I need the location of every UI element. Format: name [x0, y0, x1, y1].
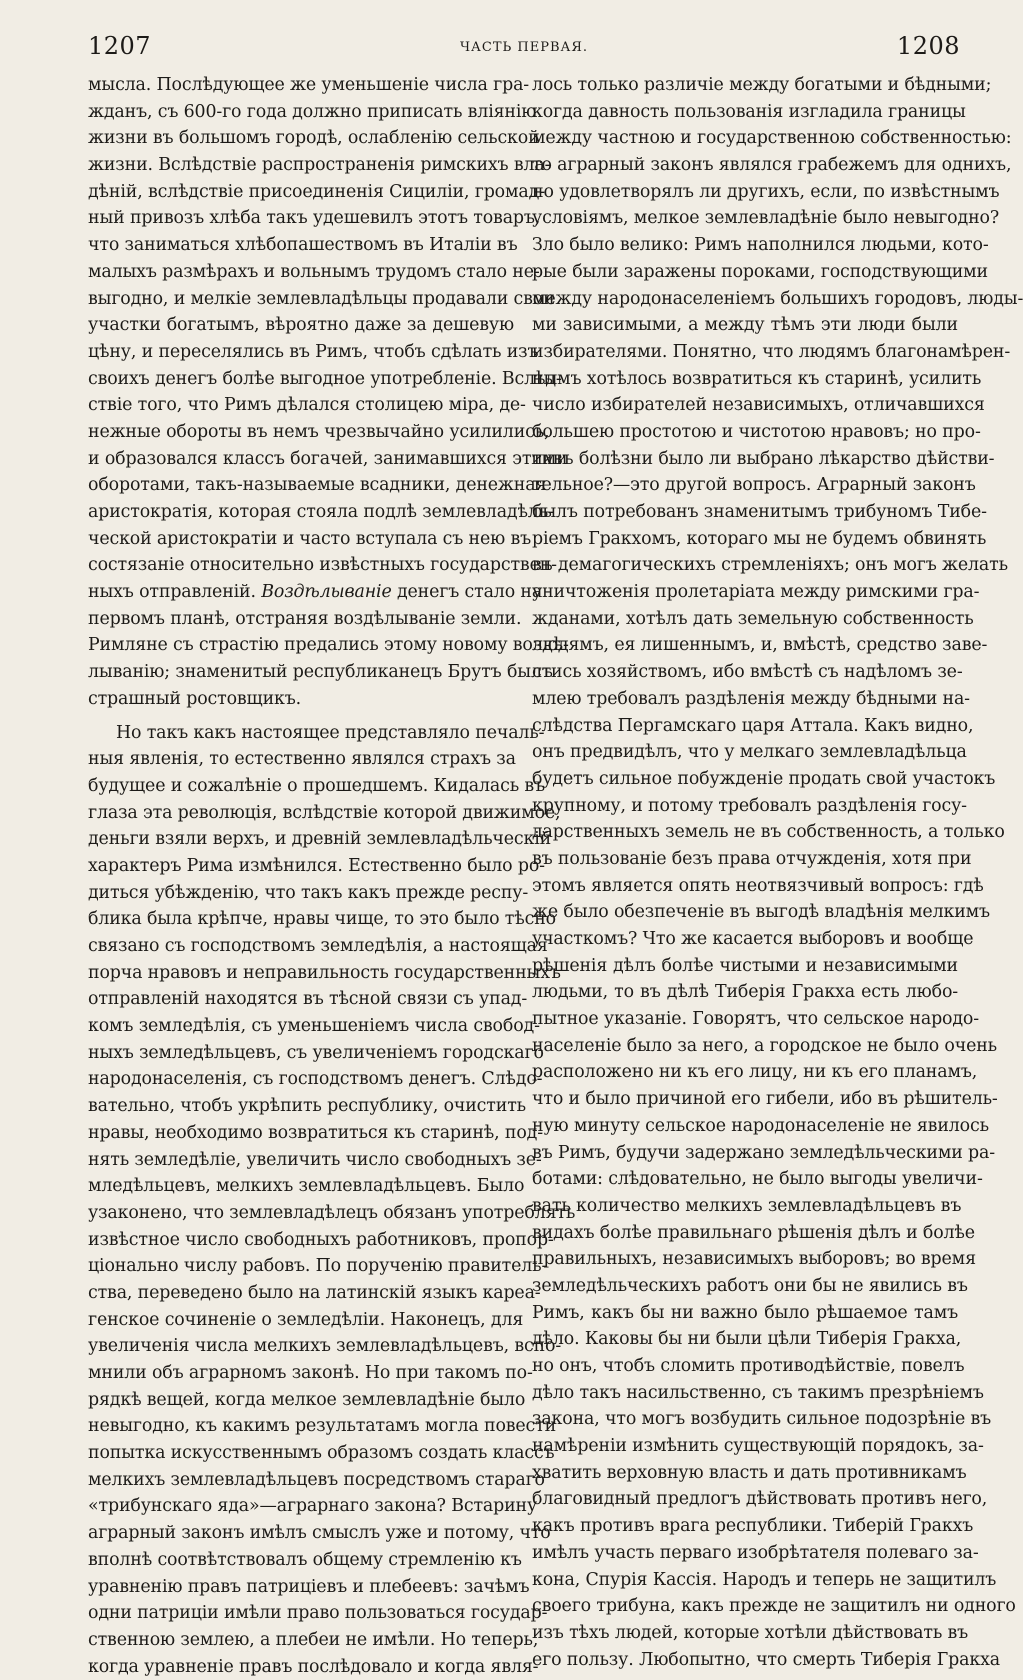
text-line: нымъ хотѣлось возвратиться къ старинѣ, усилить — [532, 368, 982, 389]
text-line: изъ тѣхъ людей, которые хотѣли дѣйствовать въ — [532, 1622, 969, 1643]
text-line: между частною и государственною собственностью: — [532, 128, 1012, 149]
text-line: нежные обороты въ немъ чрезвычайно усилились, — [88, 421, 550, 442]
text-line: участки богатымъ, вѣроятно даже за дешевую — [88, 315, 514, 336]
text-line: въ Римъ, будучи задержано земледѣльческими ра- — [532, 1142, 995, 1163]
text-line: же было обезпеченіе въ выгодѣ владѣнія мелкимъ — [532, 902, 990, 923]
running-title: ЧАСТЬ ПЕРВАЯ. — [459, 40, 588, 55]
text-line: правильныхъ, независимыхъ выборовъ; во время — [532, 1249, 976, 1270]
text-line: но удовлетворялъ ли другихъ, если, по извѣстнымъ — [532, 181, 1000, 202]
text-line: въ демагогическихъ стремленіяхъ; онъ могъ желать — [532, 555, 1008, 576]
text-line: жданъ, съ 600-го года должно приписать вліянію — [88, 101, 537, 122]
text-line: ріемъ Гракхомъ, котораго мы не будемъ обвинять — [532, 528, 987, 549]
text-line: его пользу. Любопытно, что смерть Тиберія Гракха — [532, 1649, 1000, 1670]
text-line: Но такъ какъ настоящее представляло печаль- — [116, 722, 545, 743]
text-line: слѣдства Пергамскаго царя Аттала. Какъ видно, — [532, 715, 974, 736]
text-line: уравненію правъ патриціевъ и плебеевъ: зачѣмъ — [88, 1576, 530, 1597]
text-line: дѣло такъ насильственно, съ такимъ презрѣніемъ — [532, 1382, 984, 1403]
right-column — [532, 72, 1023, 1673]
text-line: своего трибуна, какъ прежде не защитилъ ни одного — [532, 1596, 1016, 1617]
text-run: ныхъ отправленій. — [88, 582, 256, 603]
text-line: стись хозяйствомъ, ибо вмѣстѣ съ надѣломъ зе- — [532, 662, 963, 683]
text-line: млею требовалъ раздѣленія между бѣдными на- — [532, 688, 970, 709]
text-line: число избирателей независимыхъ, отличавшихся — [532, 395, 985, 416]
text-line: ботами: слѣдовательно, не было выгоды увеличи- — [532, 1169, 983, 1190]
text-line: когда уравненіе правъ послѣдовало и когда явля- — [88, 1656, 539, 1677]
text-line: но онъ, чтобъ сломить противодѣйствіе, повелъ — [532, 1356, 965, 1376]
text-line: ства, переведено было на латинскій языкъ кареа- — [88, 1282, 541, 1303]
italic-term: Воздѣлываніе — [261, 582, 392, 603]
text-line: мнили объ аграрномъ законѣ. Но при такомъ по- — [88, 1363, 533, 1383]
page-number-left: 1207 — [88, 32, 152, 60]
left-column — [88, 72, 576, 1680]
paragraph-gap — [88, 713, 514, 720]
text-line: ную минуту сельское народонаселеніе не явилось — [532, 1115, 989, 1136]
text-line: какъ противъ врага республики. Тиберій Гракхъ — [532, 1516, 974, 1537]
text-line: ми зависимыми, а между тѣмъ эти люди были — [532, 315, 958, 336]
text-line: людьми, то въ дѣлѣ Тиберія Гракха есть любо- — [532, 982, 958, 1003]
text-line: между народонаселеніемъ большихъ городовъ, люды- — [532, 288, 1023, 309]
text-line: выгодно, и мелкіе землевладѣльцы продавали свои — [88, 288, 555, 309]
text-line: Зло было велико: Римъ наполнился людьми, кото- — [532, 235, 989, 256]
text-line: жданами, хотѣлъ дать земельную собственность — [532, 608, 974, 629]
text-line: народонаселенія, съ господствомъ денегъ. Слѣдо- — [88, 1069, 543, 1090]
text-line: жизни въ большомъ городѣ, ослабленію сельской — [88, 128, 540, 149]
text-line: нять земледѣліе, увеличить число свободныхъ зе- — [88, 1149, 542, 1170]
text-line: страшный ростовщикъ. — [88, 688, 302, 709]
text-line: кона, Спурія Кассія. Народъ и теперь не защитилъ — [532, 1569, 997, 1590]
text-line: малыхъ размѣрахъ и вольнымъ трудомъ стало не- — [88, 261, 540, 282]
text-line: жизни. Вслѣдствіе распространенія римскихъ вла- — [88, 155, 551, 176]
text-line: крупному, и потому требовалъ раздѣленія госу- — [532, 795, 967, 816]
text-line: извѣстное число свободныхъ работниковъ, пропор- — [88, 1229, 554, 1250]
text-line: когда давность пользованія изгладила границы — [532, 101, 966, 122]
text-line: вать количество мелкихъ землевладѣльцевъ въ — [532, 1195, 962, 1216]
text-line: уничтоженія пролетаріата между римскими гра- — [532, 582, 980, 603]
text-line: большею простотою и чистотою нравовъ; но про- — [532, 421, 981, 442]
text-line: одни патриціи имѣли право пользоваться государ- — [88, 1603, 548, 1624]
text-line: въ пользованіе безъ права отчужденія, хотя при — [532, 848, 972, 869]
text-line — [88, 579, 543, 606]
text-line: что заниматься хлѣбопашествомъ въ Италіи въ — [88, 235, 518, 256]
text-line: лыванію; знаменитый республиканецъ Брутъ былъ — [88, 662, 553, 683]
text-line: диться убѣжденію, что такъ какъ прежде респу- — [88, 882, 529, 903]
text-line: аристократія, которая стояла подлѣ землевладѣль- — [88, 502, 554, 522]
text-line: ныхъ земледѣльцевъ, съ увеличеніемъ городскаго — [88, 1042, 544, 1063]
text-line: рѣшенія дѣлъ болѣе чистыми и независимыми — [532, 955, 958, 976]
text-line: Римляне съ страстію предались этому новому воздѣ- — [88, 635, 569, 656]
text-line: отправленій находятся въ тѣсной связи съ упад- — [88, 989, 528, 1010]
text-line: дѣло. Каковы бы ни были цѣли Тиберія Гракха, — [532, 1329, 962, 1350]
text-line: нравы, необходимо возвратиться къ старинѣ, под- — [88, 1122, 543, 1143]
text-line: будущее и сожалѣніе о прошедшемъ. Кидалась въ — [88, 775, 545, 796]
text-line: земледѣльческихъ работъ они бы не явились въ — [532, 1275, 968, 1296]
text-line: онъ предвидѣлъ, что у мелкаго землевладѣльца — [532, 742, 967, 763]
text-line: генское сочиненіе о земледѣліи. Наконецъ, для — [88, 1309, 524, 1330]
text-line: расположено ни къ его лицу, ни къ его планамъ, — [532, 1062, 978, 1083]
text-line: ствіе того, что Римъ дѣлался столицею міра, де- — [88, 395, 526, 416]
text-line: людямъ, ея лишеннымъ, и, вмѣстѣ, средство заве- — [532, 635, 988, 656]
text-line: характеръ Рима измѣнился. Естественно было ро- — [88, 855, 545, 876]
text-line: тивъ болѣзни было ли выбрано лѣкарство дѣйстви- — [532, 448, 995, 469]
text-line: деньги взяли верхъ, и древній землевладѣльческій — [88, 829, 552, 850]
text-line: комъ земледѣлія, съ уменьшеніемъ числа свобод- — [88, 1016, 540, 1037]
text-line: аграрный законъ имѣлъ смыслъ уже и потому, что — [88, 1523, 551, 1544]
text-line: блика была крѣпче, нравы чище, то это было тѣсно — [88, 909, 556, 930]
text-line: ственною землею, а плебеи не имѣли. Но теперь, — [88, 1629, 539, 1650]
text-line: мысла. Послѣдующее же уменьшеніе числа гра- — [88, 75, 530, 95]
text-line: имѣлъ участь перваго изобрѣтателя полеваго за- — [532, 1542, 979, 1563]
text-line: населеніе было за него, а городское не было очень — [532, 1035, 997, 1056]
text-line: вательно, чтобъ укрѣпить республику, очистить — [88, 1096, 526, 1117]
text-line: участкомъ? Что же касается выборовъ и вообще — [532, 929, 974, 949]
text-line: попытка искусственнымъ образомъ создать классъ — [88, 1443, 555, 1464]
text-line: цѣну, и переселялись въ Римъ, чтобъ сдѣлать изъ — [88, 341, 539, 362]
text-line: ческой аристократіи и часто вступала съ нею въ — [88, 528, 532, 549]
text-line: дѣній, вслѣдствіе присоединенія Сициліи, громад- — [88, 181, 545, 202]
text-line: вполнѣ соотвѣтствовалъ общему стремленію къ — [88, 1549, 522, 1570]
text-line: что и было причиной его гибели, ибо въ рѣшитель- — [532, 1089, 998, 1110]
text-line: невыгодно, къ какимъ результатамъ могла повести — [88, 1416, 557, 1437]
page-header — [88, 32, 960, 64]
text-line: ныя явленія, то естественно являлся страхъ за — [88, 749, 516, 770]
text-line: закона, что могъ возбудить сильное подозрѣніе въ — [532, 1409, 992, 1430]
text-run: денегъ стало на — [391, 582, 543, 603]
text-line: мледѣльцевъ, мелкихъ землевладѣльцевъ. Было — [88, 1176, 525, 1197]
text-line: порча нравовъ и неправильность государственныхъ — [88, 962, 561, 983]
text-line: тельное?—это другой вопросъ. Аграрный законъ — [532, 475, 976, 496]
text-line: связано съ господствомъ земледѣлія, а настоящая — [88, 936, 548, 956]
text-line: то аграрный законъ являлся грабежемъ для однихъ, — [532, 155, 1012, 176]
text-line: пытное указаніе. Говорятъ, что сельское народо- — [532, 1009, 979, 1030]
text-line: условіямъ, мелкое землевладѣніе было невыгодно? — [532, 208, 999, 229]
text-line: первомъ планѣ, отстраняя воздѣлываніе земли. — [88, 608, 522, 629]
text-line: видахъ болѣе правильнаго рѣшенія дѣлъ и болѣе — [532, 1222, 975, 1243]
page-number-right: 1208 — [896, 32, 960, 60]
text-line: глаза эта революція, вслѣдствіе которой движимое, — [88, 802, 561, 823]
text-line: мелкихъ землевладѣльцевъ посредствомъ стараго — [88, 1469, 545, 1490]
text-line: рядкѣ вещей, когда мелкое землевладѣніе было — [88, 1389, 526, 1410]
text-line: благовидный предлогъ дѣйствовать противъ него, — [532, 1489, 988, 1510]
text-line: увеличенія числа мелкихъ землевладѣльцевъ, вспо- — [88, 1336, 562, 1357]
text-line: ціонально числу рабовъ. По порученію правитель- — [88, 1256, 548, 1277]
text-line: намѣреніи измѣнить существующій порядокъ, за- — [532, 1436, 984, 1457]
text-line: Римъ, какъ бы ни важно было рѣшаемое тамъ — [532, 1302, 958, 1323]
text-line: своихъ денегъ болѣе выгодное употребленіе. Вслѣд- — [88, 368, 562, 389]
text-line: этомъ является опять неотвязчивый вопросъ: гдѣ — [532, 875, 984, 896]
text-line: ный привозъ хлѣба такъ удешевилъ этотъ товаръ, — [88, 208, 541, 229]
text-line: былъ потребованъ знаменитымъ трибуномъ Тибе- — [532, 502, 987, 522]
text-line: состязаніе относительно извѣстныхъ государствен- — [88, 555, 557, 576]
text-line: хватить верховную власть и дать противникамъ — [532, 1462, 967, 1483]
text-line: «трибунскаго яда»—аграрнаго закона? Встарину — [88, 1496, 538, 1517]
text-line: узаконено, что землевладѣлецъ обязанъ употреблять — [88, 1202, 576, 1223]
text-line: лось только различіе между богатыми и бѣдными; — [532, 75, 992, 95]
text-line: избирателями. Понятно, что людямъ благонамѣрен- — [532, 341, 1011, 362]
text-line: будетъ сильное побужденіе продать свой участокъ — [532, 768, 996, 789]
text-line: оборотами, такъ-называемые всадники, денежная — [88, 475, 547, 496]
text-line: дарственныхъ земель не въ собственность, а только — [532, 822, 1005, 843]
text-line: и образовался классъ богачей, занимавшихся этими — [88, 448, 568, 469]
text-line: рые были заражены пороками, господствующими — [532, 261, 988, 282]
